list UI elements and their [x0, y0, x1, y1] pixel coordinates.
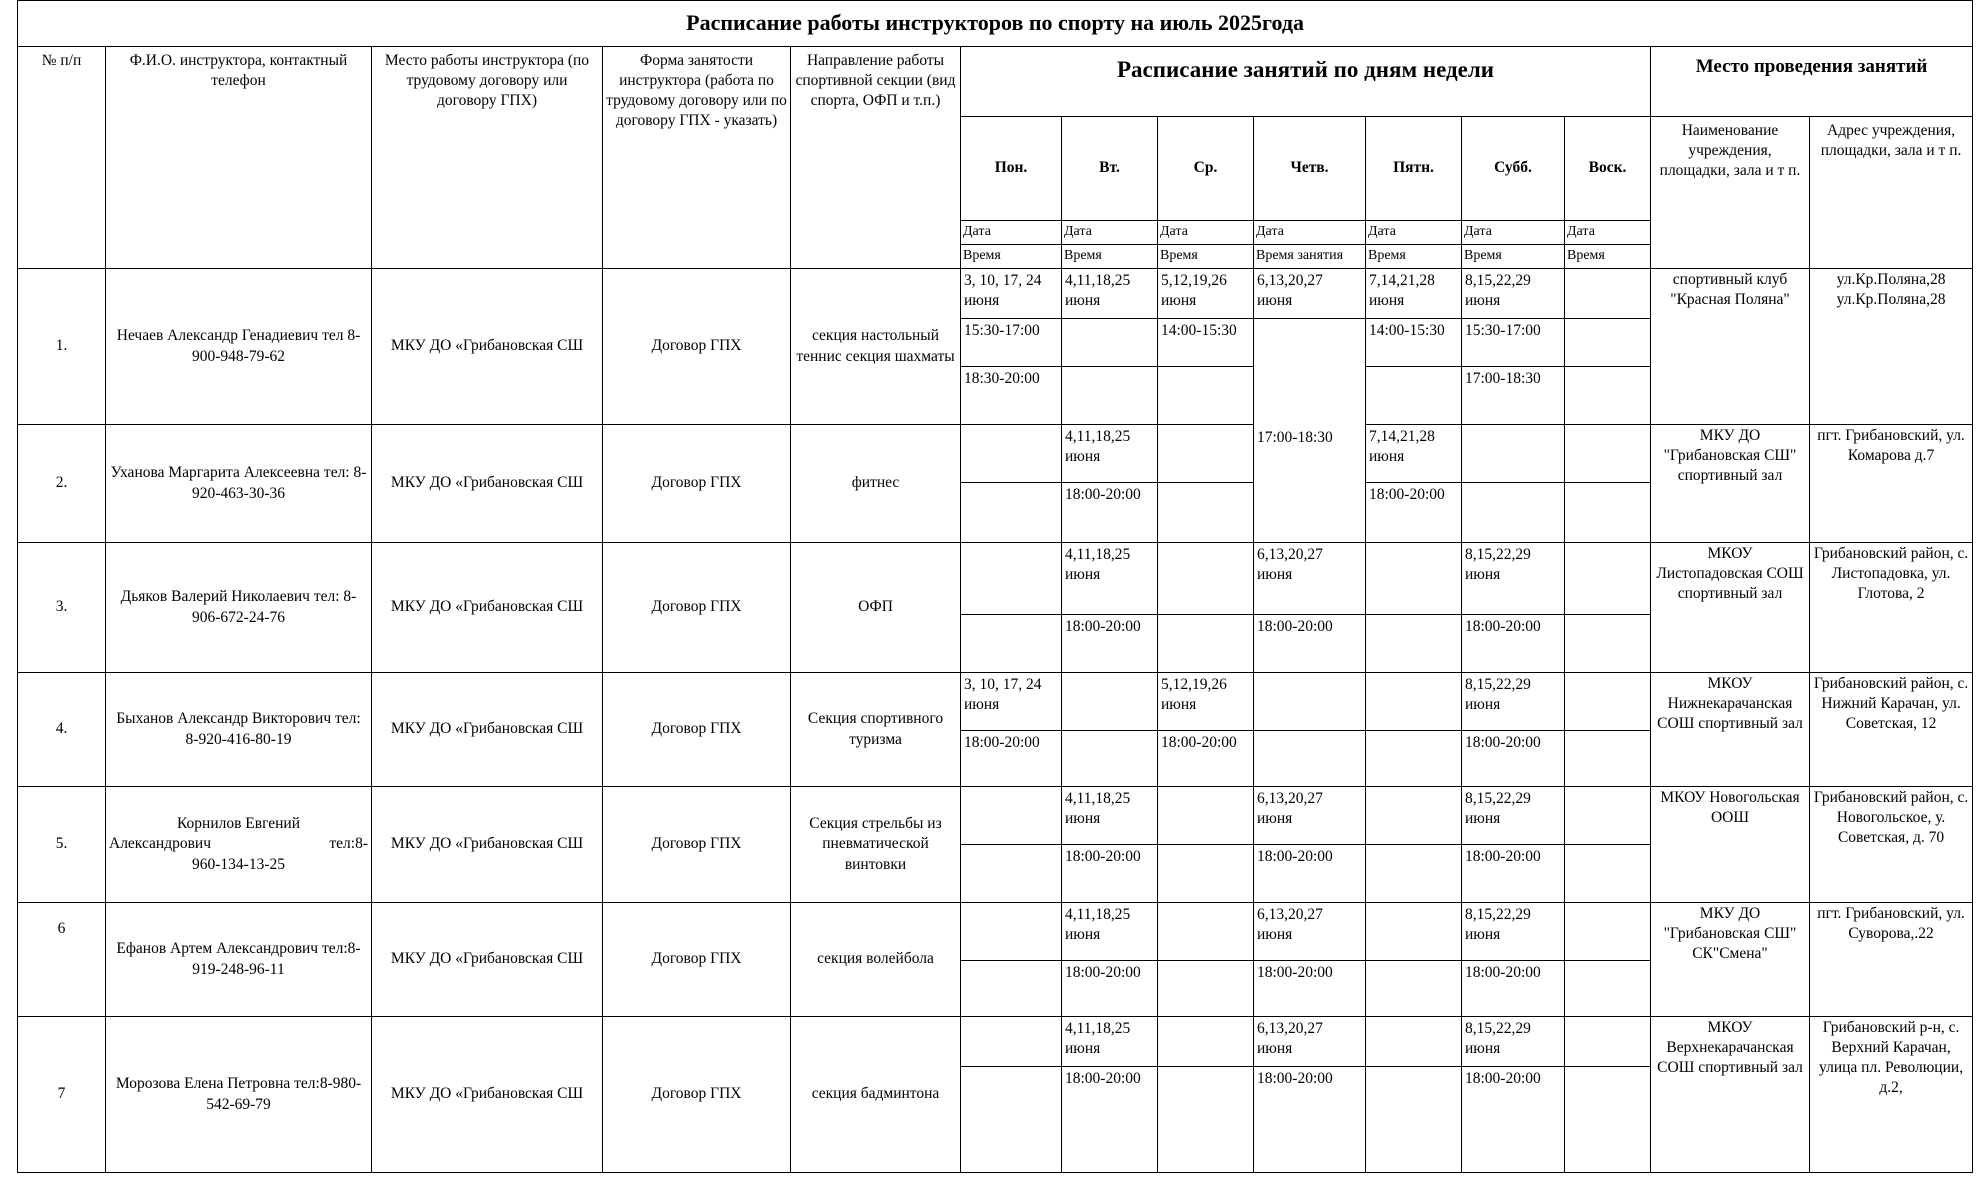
thu-cell — [1254, 673, 1366, 731]
fri-cell — [1366, 845, 1462, 903]
mon-time: 18:30-20:00 — [961, 367, 1062, 425]
workplace: МКУ ДО «Грибановская СШ — [372, 543, 603, 673]
tue-date: 4,11,18,25 июня — [1062, 269, 1158, 319]
fri-date: 7,14,21,28 июня — [1366, 425, 1462, 483]
time-label: Время — [961, 245, 1062, 269]
instructor-name: Ефанов Артем Александрович тел:8-919-248-96-11 — [106, 903, 372, 1017]
instructor-name: Дьяков Валерий Николаевич тел: 8-906-672-24-76 — [106, 543, 372, 673]
day-tue: Вт. — [1062, 117, 1158, 221]
sun-cell — [1565, 845, 1651, 903]
employment-form: Договор ГПХ — [603, 425, 791, 543]
mon-cell — [961, 961, 1062, 1017]
thu-date: 6,13,20,27 июня — [1254, 1017, 1366, 1067]
location-name: МКОУ Верхнекарачанская СОШ спортивный зал — [1651, 1017, 1810, 1173]
header-loc-name: Наименование учреждения, площадки, зала и т п. — [1651, 117, 1810, 269]
sun-cell — [1565, 425, 1651, 483]
location-address: Грибановский р-н, с. Верхний Карачан, улица пл. Революции, д.2, — [1810, 1017, 1973, 1173]
sat-date: 8,15,22,29 июня — [1462, 543, 1565, 615]
section-direction: Секция спортивного туризма — [791, 673, 961, 787]
sat-time: 15:30-17:00 — [1462, 319, 1565, 367]
mon-cell — [961, 1067, 1062, 1173]
thu-date: 6,13,20,27 июня — [1254, 903, 1366, 961]
employment-form: Договор ГПХ — [603, 543, 791, 673]
mon-date: 3, 10, 17, 24 июня — [961, 269, 1062, 319]
date-label: Дата — [1062, 221, 1158, 245]
wed-time: 14:00-15:30 — [1158, 319, 1254, 367]
location-name: МКУ ДО "Грибановская СШ" СК"Смена" — [1651, 903, 1810, 1017]
schedule-table — [17, 0, 1973, 1173]
fri-cell — [1366, 1067, 1462, 1173]
time-label: Время — [1366, 245, 1462, 269]
sat-time: 18:00-20:00 — [1462, 1067, 1565, 1173]
header-num: № п/п — [18, 47, 106, 269]
header-name: Ф.И.О. инструктора, контактный телефон — [106, 47, 372, 269]
header-form: Форма занятости инструктора (работа по трудовому договору или по договору ГПХ - указать) — [603, 47, 791, 269]
wed-cell — [1158, 483, 1254, 543]
location-address: Грибановский район, с. Листопадовка, ул. Глотова, 2 — [1810, 543, 1973, 673]
employment-form: Договор ГПХ — [603, 903, 791, 1017]
day-sun: Воск. — [1565, 117, 1651, 221]
employment-form: Договор ГПХ — [603, 787, 791, 903]
mon-cell — [961, 543, 1062, 615]
workplace: МКУ ДО «Грибановская СШ — [372, 425, 603, 543]
date-label: Дата — [1254, 221, 1366, 245]
fri-cell — [1366, 787, 1462, 845]
workplace: МКУ ДО «Грибановская СШ — [372, 269, 603, 425]
instructor-name: Уханова Маргарита Алексеевна тел: 8-920-463-30-36 — [106, 425, 372, 543]
sat-time: 18:00-20:00 — [1462, 961, 1565, 1017]
location-name: МКОУ Новогольская ООШ — [1651, 787, 1810, 903]
tue-date: 4,11,18,25 июня — [1062, 787, 1158, 845]
fri-cell — [1366, 1017, 1462, 1067]
thu-time: 18:00-20:00 — [1254, 615, 1366, 673]
employment-form: Договор ГПХ — [603, 673, 791, 787]
sun-cell — [1565, 1067, 1651, 1173]
tue-date: 4,11,18,25 июня — [1062, 425, 1158, 483]
mon-time: 18:00-20:00 — [961, 731, 1062, 787]
thu-time: 18:00-20:00 — [1254, 961, 1366, 1017]
tue-time: 18:00-20:00 — [1062, 1067, 1158, 1173]
day-mon: Пон. — [961, 117, 1062, 221]
time-label: Время — [1462, 245, 1565, 269]
header-workplace: Место работы инструктора (по трудовому договору или договору ГПХ) — [372, 47, 603, 269]
section-direction: ОФП — [791, 543, 961, 673]
fri-cell — [1366, 615, 1462, 673]
sat-time: 18:00-20:00 — [1462, 845, 1565, 903]
time-label: Время — [1158, 245, 1254, 269]
sat-date: 8,15,22,29 июня — [1462, 903, 1565, 961]
instructor-name — [106, 787, 372, 903]
tue-time: 18:00-20:00 — [1062, 615, 1158, 673]
workplace: МКУ ДО «Грибановская СШ — [372, 673, 603, 787]
location-address: пгт. Грибановский, ул. Комарова д.7 — [1810, 425, 1973, 543]
row-num: 4. — [18, 673, 106, 787]
sun-cell — [1565, 673, 1651, 731]
instructor-name: Нечаев Александр Генадиевич тел 8-900-948-79-62 — [106, 269, 372, 425]
wed-cell — [1158, 787, 1254, 845]
fri-cell — [1366, 673, 1462, 731]
time-label: Время — [1565, 245, 1651, 269]
date-label: Дата — [1565, 221, 1651, 245]
sun-cell — [1565, 615, 1651, 673]
fri-cell — [1366, 903, 1462, 961]
employment-form: Договор ГПХ — [603, 269, 791, 425]
fri-time: 18:00-20:00 — [1366, 483, 1462, 543]
instructor-phone-prefix: тел:8- — [329, 835, 368, 853]
mon-cell — [961, 425, 1062, 483]
header-schedule: Расписание занятий по дням недели — [961, 47, 1651, 117]
location-address: Грибановский район, с. Нижний Карачан, ул. Советская, 12 — [1810, 673, 1973, 787]
location-name: МКОУ Нижнекарачанская СОШ спортивный зал — [1651, 673, 1810, 787]
sat-cell — [1462, 483, 1565, 543]
fri-cell — [1366, 961, 1462, 1017]
sat-date: 8,15,22,29 июня — [1462, 787, 1565, 845]
sun-cell — [1565, 731, 1651, 787]
date-label: Дата — [1462, 221, 1565, 245]
thu-time — [1254, 319, 1366, 543]
fri-cell — [1366, 367, 1462, 425]
sun-cell — [1565, 319, 1651, 367]
date-label: Дата — [1158, 221, 1254, 245]
sun-cell — [1565, 269, 1651, 319]
row-num: 3. — [18, 543, 106, 673]
wed-cell — [1158, 1067, 1254, 1173]
day-fri: Пятн. — [1366, 117, 1462, 221]
tue-date: 4,11,18,25 июня — [1062, 903, 1158, 961]
mon-cell — [961, 787, 1062, 845]
sun-cell — [1565, 483, 1651, 543]
sat-date: 8,15,22,29 июня — [1462, 1017, 1565, 1067]
time-label: Время — [1062, 245, 1158, 269]
sat-time: 18:00-20:00 — [1462, 731, 1565, 787]
tue-cell — [1062, 673, 1158, 731]
header-loc-addr: Адрес учреждения, площадки, зала и т п. — [1810, 117, 1973, 269]
tue-time: 18:00-20:00 — [1062, 961, 1158, 1017]
wed-time: 18:00-20:00 — [1158, 731, 1254, 787]
tue-time: 18:00-20:00 — [1062, 483, 1158, 543]
mon-time: 15:30-17:00 — [961, 319, 1062, 367]
instructor-phone: 960-134-13-25 — [192, 855, 285, 873]
sat-date: 8,15,22,29 июня — [1462, 673, 1565, 731]
wed-date: 5,12,19,26 июня — [1158, 269, 1254, 319]
mon-cell — [961, 903, 1062, 961]
thu-cell — [1254, 731, 1366, 787]
day-sat: Субб. — [1462, 117, 1565, 221]
sun-cell — [1565, 367, 1651, 425]
mon-cell — [961, 845, 1062, 903]
mon-cell — [961, 615, 1062, 673]
date-label: Дата — [1366, 221, 1462, 245]
mon-cell — [961, 483, 1062, 543]
tue-time — [1062, 319, 1158, 367]
wed-cell — [1158, 425, 1254, 483]
day-thu: Четв. — [1254, 117, 1366, 221]
row-num: 5. — [18, 787, 106, 903]
header-location: Место проведения занятий — [1651, 47, 1973, 117]
sat-date: 8,15,22,29 июня — [1462, 269, 1565, 319]
row-num: 2. — [18, 425, 106, 543]
sat-time: 18:00-20:00 — [1462, 615, 1565, 673]
mon-date: 3, 10, 17, 24 июня — [961, 673, 1062, 731]
sat-cell — [1462, 425, 1565, 483]
row-num: 6 — [18, 903, 106, 1017]
location-address: ул.Кр.Поляна,28 ул.Кр.Поляна,28 — [1810, 269, 1973, 425]
fri-time: 14:00-15:30 — [1366, 319, 1462, 367]
wed-cell — [1158, 961, 1254, 1017]
section-direction: секция бадминтона — [791, 1017, 961, 1173]
location-name: МКУ ДО "Грибановская СШ" спортивный зал — [1651, 425, 1810, 543]
workplace: МКУ ДО «Грибановская СШ — [372, 903, 603, 1017]
section-direction: фитнес — [791, 425, 961, 543]
location-name: МКОУ Листопадовская СОШ спортивный зал — [1651, 543, 1810, 673]
wed-cell — [1158, 845, 1254, 903]
wed-cell — [1158, 543, 1254, 615]
thu-time: 18:00-20:00 — [1254, 1067, 1366, 1173]
header-direction: Направление работы спортивной секции (вид спорта, ОФП и т.п.) — [791, 47, 961, 269]
wed-cell — [1158, 1017, 1254, 1067]
instructor-name: Морозова Елена Петровна тел:8-980-542-69-79 — [106, 1017, 372, 1173]
thu-date: 6,13,20,27 июня — [1254, 269, 1366, 319]
tue-date: 4,11,18,25 июня — [1062, 1017, 1158, 1067]
tue-cell — [1062, 367, 1158, 425]
time-label: Время занятия — [1254, 245, 1366, 269]
sun-cell — [1565, 903, 1651, 961]
sun-cell — [1565, 787, 1651, 845]
wed-cell — [1158, 615, 1254, 673]
workplace: МКУ ДО «Грибановская СШ — [372, 1017, 603, 1173]
sat-time: 17:00-18:30 — [1462, 367, 1565, 425]
wed-date: 5,12,19,26 июня — [1158, 673, 1254, 731]
day-wed: Ср. — [1158, 117, 1254, 221]
instructor-name: Быханов Александр Викторович тел: 8-920-416-80-19 — [106, 673, 372, 787]
document-title: Расписание работы инструкторов по спорту на июль 2025года — [18, 1, 1973, 47]
location-address: Грибановский район, с. Новогольское, у. Советская, д. 70 — [1810, 787, 1973, 903]
tue-time: 18:00-20:00 — [1062, 845, 1158, 903]
date-label: Дата — [961, 221, 1062, 245]
fri-cell — [1366, 731, 1462, 787]
sun-cell — [1565, 543, 1651, 615]
thu-date: 6,13,20,27 июня — [1254, 543, 1366, 615]
row-num: 7 — [18, 1017, 106, 1173]
mon-cell — [961, 1017, 1062, 1067]
row-num: 1. — [18, 269, 106, 425]
sun-cell — [1565, 1017, 1651, 1067]
instructor-name-line: Александрович — [109, 835, 211, 853]
sun-cell — [1565, 961, 1651, 1017]
location-name: спортивный клуб "Красная Поляна" — [1651, 269, 1810, 425]
section-direction: секция волейбола — [791, 903, 961, 1017]
fri-cell — [1366, 543, 1462, 615]
instructor-name-line: Корнилов Евгений — [176, 815, 301, 833]
tue-cell — [1062, 731, 1158, 787]
wed-cell — [1158, 903, 1254, 961]
section-direction: Секция стрельбы из пневматической винтовки — [791, 787, 961, 903]
wed-cell — [1158, 367, 1254, 425]
fri-date: 7,14,21,28 июня — [1366, 269, 1462, 319]
location-address: пгт. Грибановский, ул. Суворова,.22 — [1810, 903, 1973, 1017]
thu-time: 18:00-20:00 — [1254, 845, 1366, 903]
workplace: МКУ ДО «Грибановская СШ — [372, 787, 603, 903]
thu-time-text: 17:00-18:30 — [1257, 429, 1333, 447]
thu-date: 6,13,20,27 июня — [1254, 787, 1366, 845]
tue-date: 4,11,18,25 июня — [1062, 543, 1158, 615]
section-direction: секция настольный теннис секция шахматы — [791, 269, 961, 425]
employment-form: Договор ГПХ — [603, 1017, 791, 1173]
